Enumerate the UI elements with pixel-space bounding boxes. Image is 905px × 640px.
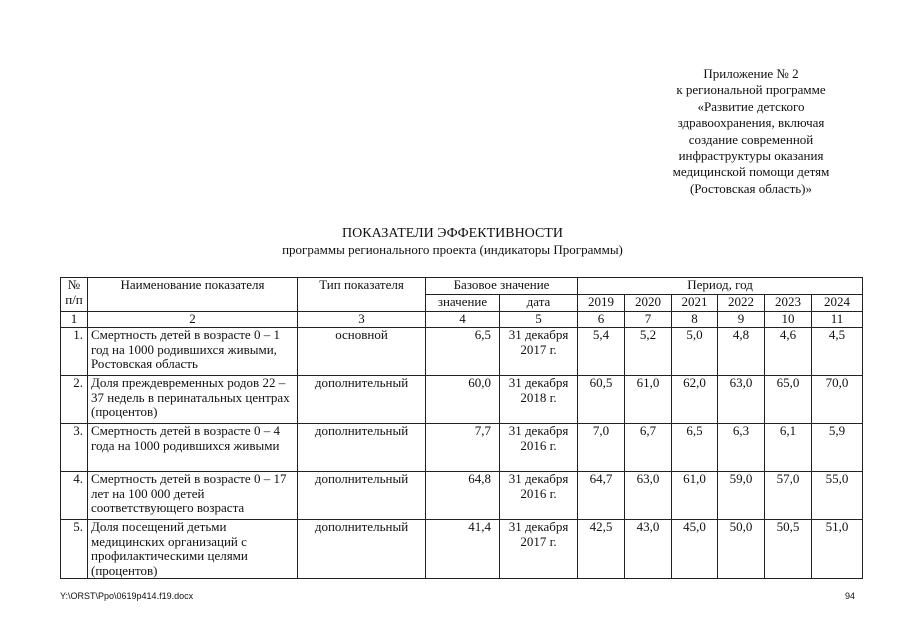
column-number: 2 bbox=[88, 312, 298, 328]
title-block bbox=[0, 226, 905, 258]
row-value: 70,0 bbox=[812, 376, 863, 424]
column-number: 5 bbox=[500, 312, 578, 328]
row-value: 5,2 bbox=[625, 328, 672, 376]
row-value: 4,8 bbox=[718, 328, 765, 376]
row-value: 4,5 bbox=[812, 328, 863, 376]
row-value: 5,4 bbox=[578, 328, 625, 376]
column-number: 7 bbox=[625, 312, 672, 328]
header-type: Тип показателя bbox=[298, 278, 426, 312]
row-value: 55,0 bbox=[812, 472, 863, 520]
row-name: Смертность детей в возрасте 0 – 1 год на 1000 родившихся живыми, Ростовская область bbox=[88, 328, 298, 376]
row-base-value: 60,0 bbox=[426, 376, 500, 424]
appendix-line: к региональной программе bbox=[676, 82, 826, 98]
table-row bbox=[61, 472, 863, 520]
appendix-note bbox=[641, 66, 861, 197]
column-number: 1 bbox=[61, 312, 88, 328]
column-number: 3 bbox=[298, 312, 426, 328]
appendix-line: создание современной bbox=[688, 131, 814, 147]
document-subtitle: программы регионального проекта (индикаторы Программы) bbox=[282, 242, 623, 257]
column-number: 6 bbox=[578, 312, 625, 328]
row-base-value: 7,7 bbox=[426, 424, 500, 472]
column-number: 10 bbox=[765, 312, 812, 328]
header-year: 2021 bbox=[672, 295, 718, 312]
row-value: 65,0 bbox=[765, 376, 812, 424]
row-base-date: 31 декабря 2018 г. bbox=[500, 376, 578, 424]
header-year: 2020 bbox=[625, 295, 672, 312]
table-row bbox=[61, 520, 863, 579]
row-value: 61,0 bbox=[672, 472, 718, 520]
header-row bbox=[61, 278, 863, 295]
table-row bbox=[61, 424, 863, 472]
row-value: 5,0 bbox=[672, 328, 718, 376]
indicators-table bbox=[60, 277, 863, 579]
row-base-date: 31 декабря 2016 г. bbox=[500, 472, 578, 520]
row-base-date: 31 декабря 2017 г. bbox=[500, 328, 578, 376]
appendix-line: Приложение № 2 bbox=[703, 66, 799, 81]
header-base-date: дата bbox=[500, 295, 578, 312]
header-base: Базовое значение bbox=[426, 278, 578, 295]
row-name: Смертность детей в возрасте 0 – 17 лет на 100 000 детей соответствующего возраста bbox=[88, 472, 298, 520]
header-base-value: значение bbox=[426, 295, 500, 312]
row-value: 57,0 bbox=[765, 472, 812, 520]
row-type: дополнительный bbox=[298, 520, 426, 579]
column-number: 8 bbox=[672, 312, 718, 328]
row-name: Доля преждевременных родов 22 – 37 недель в перинатальных центрах (процентов) bbox=[88, 376, 298, 424]
row-type: дополнительный bbox=[298, 472, 426, 520]
column-number: 4 bbox=[426, 312, 500, 328]
row-value: 50,5 bbox=[765, 520, 812, 579]
header-name: Наименование показателя bbox=[88, 278, 298, 312]
row-type: основной bbox=[298, 328, 426, 376]
row-value: 6,5 bbox=[672, 424, 718, 472]
row-base-value: 64,8 bbox=[426, 472, 500, 520]
row-value: 45,0 bbox=[672, 520, 718, 579]
row-base-date: 31 декабря 2016 г. bbox=[500, 424, 578, 472]
row-num: 1. bbox=[61, 328, 88, 376]
row-base-date: 31 декабря 2017 г. bbox=[500, 520, 578, 579]
appendix-line: инфраструктуры оказания bbox=[678, 148, 824, 164]
row-name: Смертность детей в возрасте 0 – 4 года на 1000 родившихся живыми bbox=[88, 424, 298, 472]
document-title: ПОКАЗАТЕЛИ ЭФФЕКТИВНОСТИ bbox=[342, 226, 563, 241]
row-value: 63,0 bbox=[718, 376, 765, 424]
header-num: № п/п bbox=[61, 278, 88, 312]
header-period: Период, год bbox=[578, 278, 863, 295]
row-value: 7,0 bbox=[578, 424, 625, 472]
row-base-value: 6,5 bbox=[426, 328, 500, 376]
appendix-line: (Ростовская область)» bbox=[689, 180, 813, 196]
row-type: дополнительный bbox=[298, 424, 426, 472]
table-row bbox=[61, 376, 863, 424]
row-num: 4. bbox=[61, 472, 88, 520]
row-type: дополнительный bbox=[298, 376, 426, 424]
row-value: 61,0 bbox=[625, 376, 672, 424]
appendix-line: здравоохранения, включая bbox=[677, 115, 825, 131]
column-number-row bbox=[61, 312, 863, 328]
file-path-footer: Y:\ORST\Ppo\0619p414.f19.docx bbox=[60, 591, 194, 601]
row-num: 2. bbox=[61, 376, 88, 424]
appendix-line: «Развитие детского bbox=[697, 98, 805, 114]
row-value: 6,1 bbox=[765, 424, 812, 472]
header-year: 2022 bbox=[718, 295, 765, 312]
row-value: 6,3 bbox=[718, 424, 765, 472]
header-year: 2024 bbox=[812, 295, 863, 312]
row-value: 50,0 bbox=[718, 520, 765, 579]
row-value: 62,0 bbox=[672, 376, 718, 424]
appendix-line: медицинской помощи детям bbox=[672, 164, 830, 180]
page-number: 94 bbox=[845, 591, 856, 601]
row-value: 63,0 bbox=[625, 472, 672, 520]
row-value: 59,0 bbox=[718, 472, 765, 520]
row-value: 51,0 bbox=[812, 520, 863, 579]
table-row bbox=[61, 328, 863, 376]
row-value: 6,7 bbox=[625, 424, 672, 472]
row-value: 64,7 bbox=[578, 472, 625, 520]
row-num: 5. bbox=[61, 520, 88, 579]
row-num: 3. bbox=[61, 424, 88, 472]
column-number: 11 bbox=[812, 312, 863, 328]
header-year: 2019 bbox=[578, 295, 625, 312]
row-value: 60,5 bbox=[578, 376, 625, 424]
column-number: 9 bbox=[718, 312, 765, 328]
row-value: 43,0 bbox=[625, 520, 672, 579]
row-base-value: 41,4 bbox=[426, 520, 500, 579]
row-name: Доля посещений детьми медицинских организаций с профилактическими целями (процентов) bbox=[88, 520, 298, 579]
row-value: 5,9 bbox=[812, 424, 863, 472]
header-year: 2023 bbox=[765, 295, 812, 312]
row-value: 4,6 bbox=[765, 328, 812, 376]
row-value: 42,5 bbox=[578, 520, 625, 579]
